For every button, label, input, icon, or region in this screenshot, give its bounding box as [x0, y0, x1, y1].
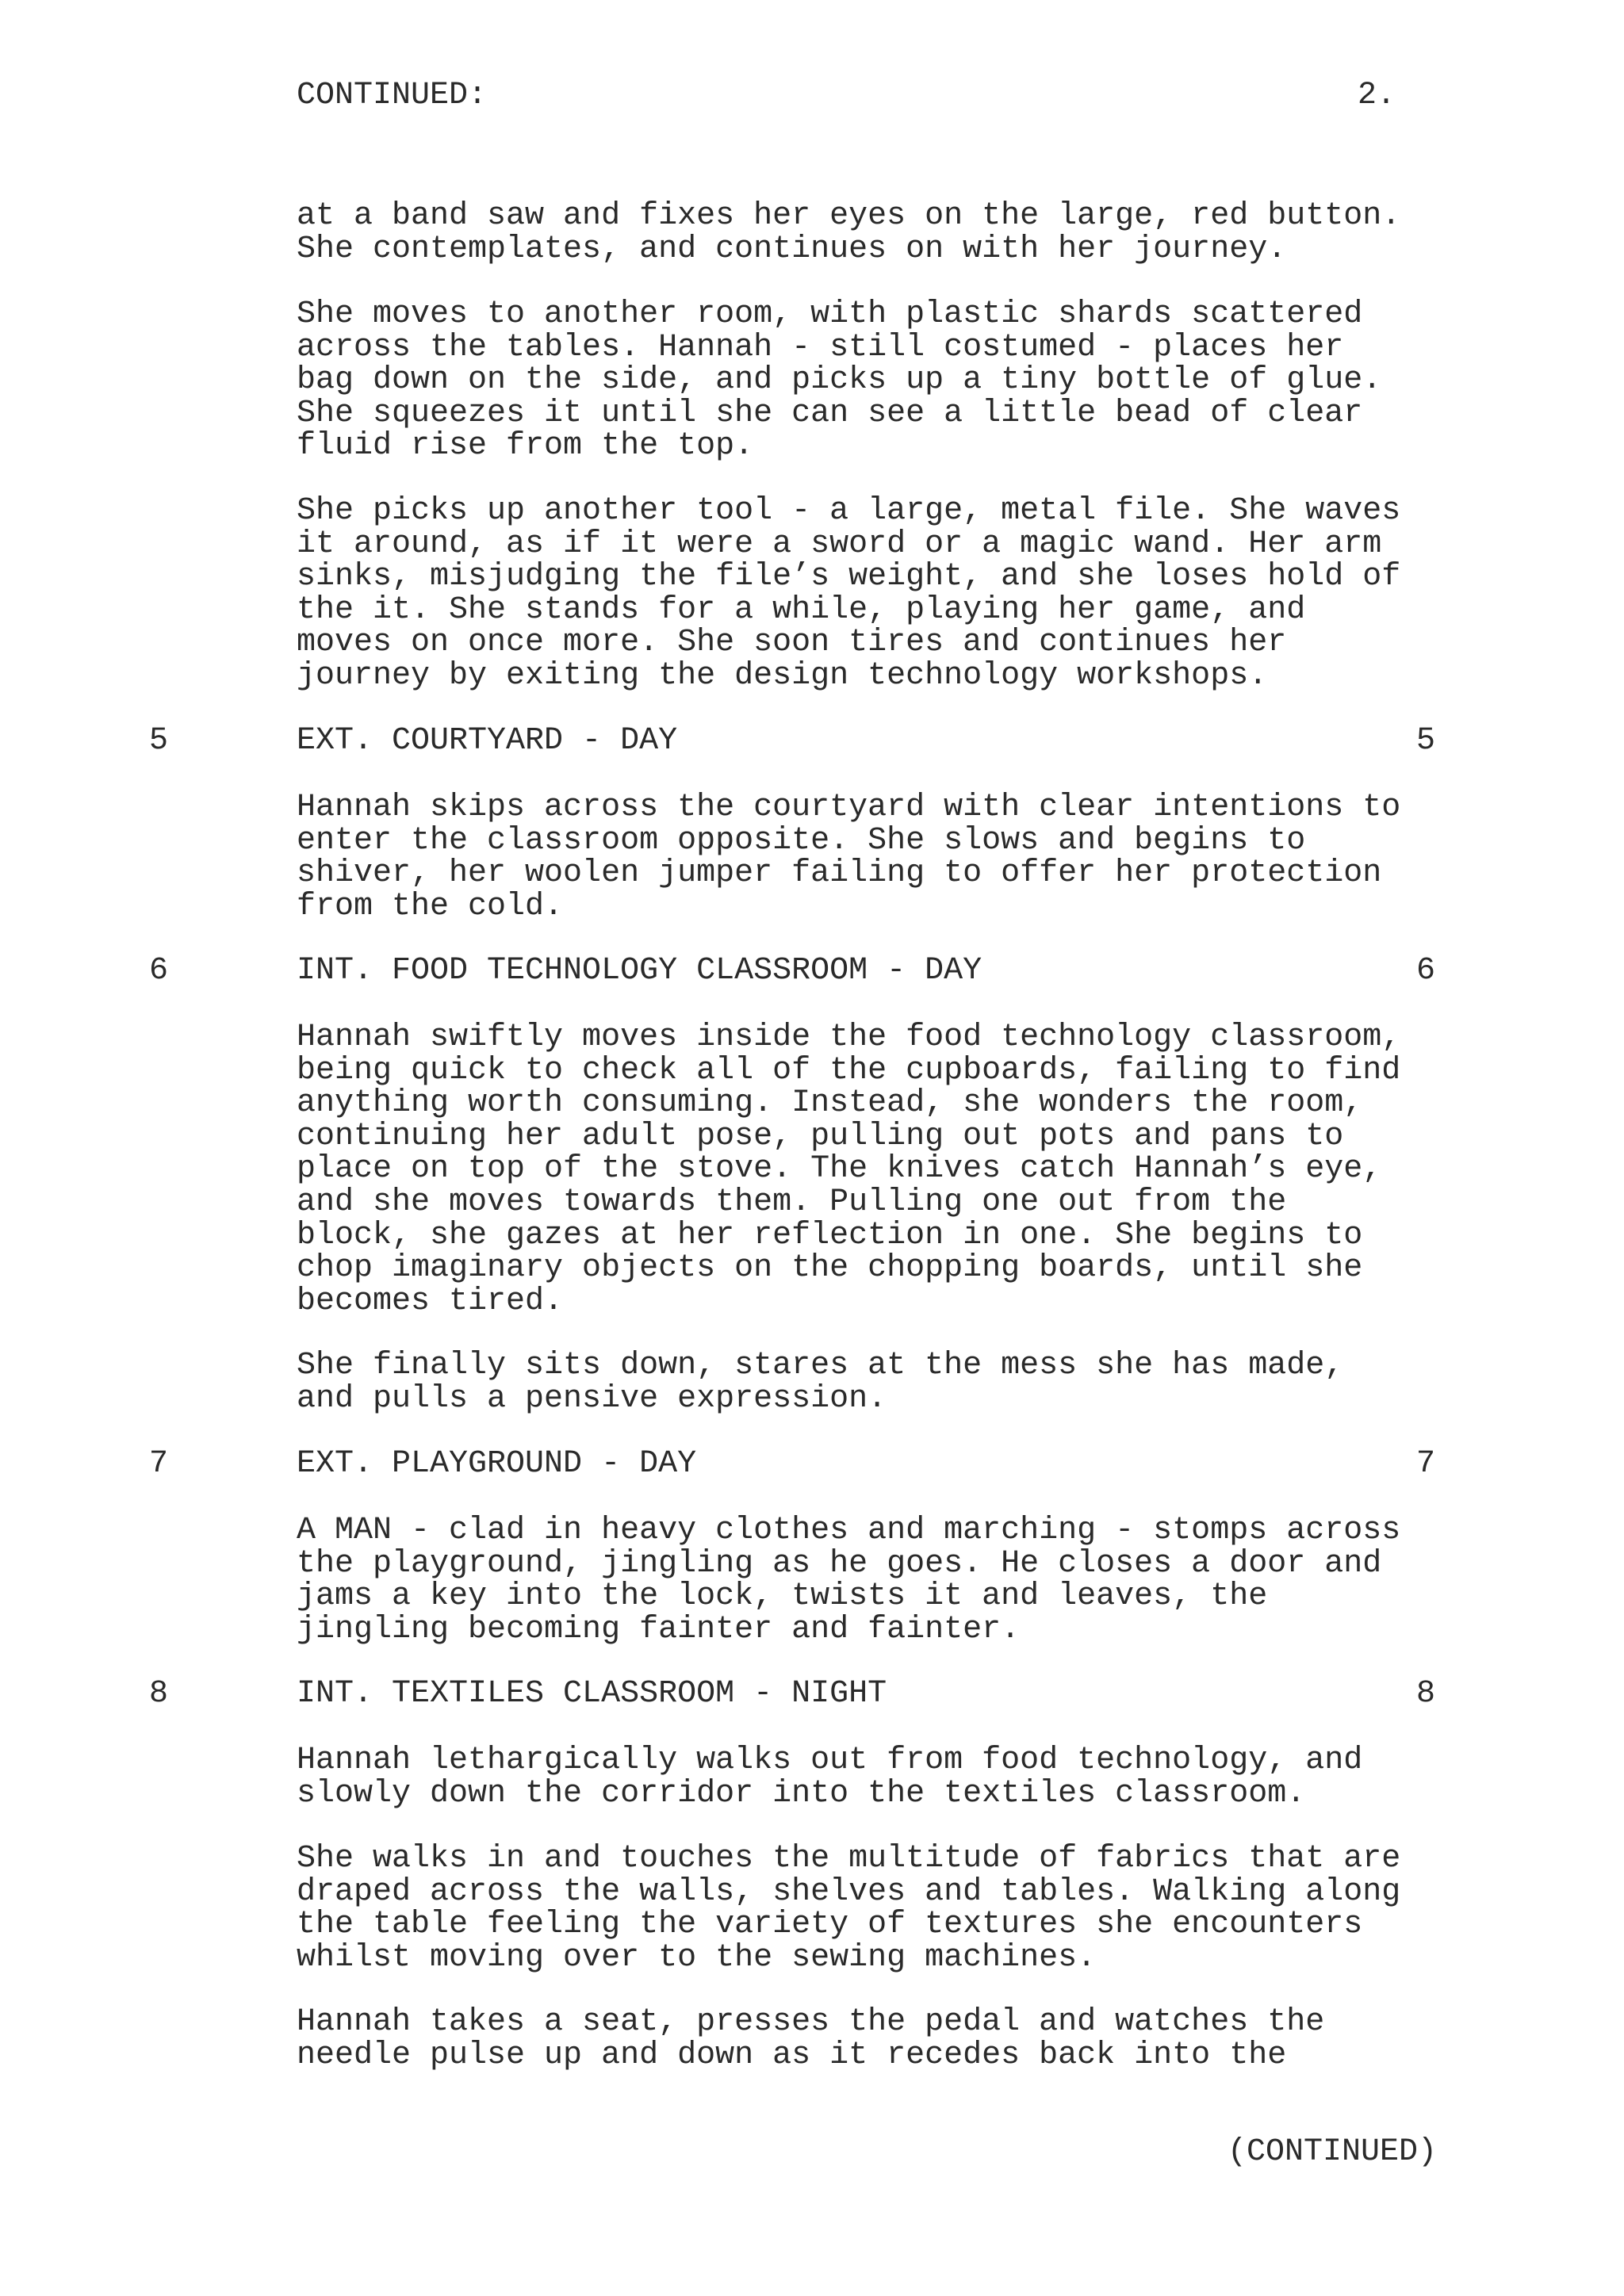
action-line: She squeezes it until she can see a little bead of clear — [297, 395, 1363, 431]
action-block — [297, 200, 1454, 266]
action-block — [297, 1021, 1454, 1318]
action-line: becomes tired. — [297, 1283, 564, 1319]
action-block — [297, 1349, 1454, 1415]
action-line: She picks up another tool - a large, metal file. She waves — [297, 493, 1401, 529]
action-line: draped across the walls, shelves and tables. Walking along — [297, 1873, 1401, 1910]
action-line: Hannah skips across the courtyard with clear intentions to — [297, 790, 1401, 825]
action-line: whilst moving over to the sewing machines. — [297, 1939, 1097, 1976]
action-line: bag down on the side, and picks up a tiny bottle of glue. — [297, 362, 1382, 399]
action-block — [297, 495, 1454, 693]
action-line: the it. She stands for a while, playing her game, and — [297, 591, 1306, 628]
footer-continued: (CONTINUED) — [1228, 2134, 1438, 2170]
action-line: shiver, her woolen jumper failing to offer her protection — [297, 855, 1382, 892]
scene-number-left: 5 — [149, 723, 169, 759]
action-line: at a band saw and fixes her eyes on the large, red button. — [297, 198, 1401, 234]
action-line: block, she gazes at her reflection in one. She begins to — [297, 1217, 1363, 1253]
scene-heading: INT. TEXTILES CLASSROOM - NIGHT — [297, 1676, 887, 1712]
action-line: jingling becoming fainter and fainter. — [297, 1611, 1021, 1647]
action-line: anything worth consuming. Instead, she wonders the room, — [297, 1085, 1363, 1122]
action-line: slowly down the corridor into the textiles classroom. — [297, 1775, 1306, 1812]
scene-heading: EXT. COURTYARD - DAY — [297, 723, 678, 759]
action-line: She finally sits down, stares at the mess she has made, — [297, 1348, 1344, 1383]
action-line: the playground, jingling as he goes. He closes a door and — [297, 1545, 1382, 1582]
action-line: Hannah lethargically walks out from food technology, and — [297, 1743, 1363, 1778]
action-line: and pulls a pensive expression. — [297, 1380, 887, 1417]
action-line: and she moves towards them. Pulling one out from the — [297, 1184, 1287, 1220]
action-block — [297, 1843, 1454, 1974]
action-line: jams a key into the lock, twists it and leaves, the — [297, 1578, 1268, 1615]
scene-number-left: 6 — [149, 953, 169, 989]
scene-heading: EXT. PLAYGROUND - DAY — [297, 1446, 697, 1482]
action-block — [297, 1514, 1454, 1646]
action-line: Hannah swiftly moves inside the food technology classroom, — [297, 1020, 1401, 1055]
scene-number-left: 8 — [149, 1676, 169, 1712]
scene-number-right: 6 — [1416, 953, 1436, 989]
action-line: the table feeling the variety of textures she encounters — [297, 1907, 1363, 1943]
action-line: She contemplates, and continues on with her journey. — [297, 231, 1287, 267]
action-block — [297, 298, 1454, 463]
scene-number-right: 8 — [1416, 1676, 1436, 1712]
scene-number-right: 5 — [1416, 723, 1436, 759]
action-line: Hannah takes a seat, presses the pedal and watches the — [297, 2004, 1325, 2040]
action-line: needle pulse up and down as it recedes back into the — [297, 2037, 1287, 2073]
action-line: chop imaginary objects on the chopping boards, until she — [297, 1250, 1363, 1287]
page-number: 2. — [1358, 78, 1396, 113]
action-line: enter the classroom opposite. She slows and begins to — [297, 822, 1306, 859]
header-continued: CONTINUED: — [297, 78, 488, 113]
action-line: it around, as if it were a sword or a magic wand. Her arm — [297, 526, 1382, 562]
action-line: from the cold. — [297, 888, 564, 924]
action-block — [297, 791, 1454, 923]
action-line: continuing her adult pose, pulling out pots and pans to — [297, 1118, 1344, 1154]
action-line: journey by exiting the design technology workshops. — [297, 657, 1268, 694]
action-line: moves on once more. She soon tires and continues her — [297, 625, 1287, 661]
action-line: A MAN - clad in heavy clothes and marching - stomps across — [297, 1513, 1401, 1548]
action-block — [297, 1744, 1454, 1810]
action-block — [297, 2006, 1454, 2072]
action-line: across the tables. Hannah - still costumed - places her — [297, 329, 1344, 365]
action-line: place on top of the stove. The knives catch Hannah’s eye, — [297, 1151, 1382, 1188]
action-line: She moves to another room, with plastic shards scattered — [297, 297, 1363, 332]
action-line: sinks, misjudging the file’s weight, and she loses hold of — [297, 559, 1401, 595]
scene-number-right: 7 — [1416, 1446, 1436, 1482]
action-line: She walks in and touches the multitude of fabrics that are — [297, 1841, 1401, 1877]
action-line: being quick to check all of the cupboards, failing to find — [297, 1052, 1401, 1089]
scene-number-left: 7 — [149, 1446, 169, 1482]
scene-heading: INT. FOOD TECHNOLOGY CLASSROOM - DAY — [297, 953, 982, 989]
action-line: fluid rise from the top. — [297, 428, 754, 465]
